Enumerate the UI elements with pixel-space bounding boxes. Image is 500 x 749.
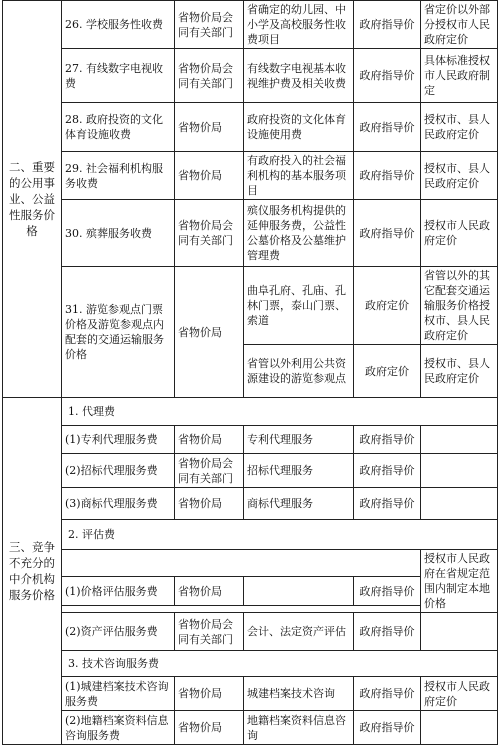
content-cell: 省管以外利用公共资源建设的游览参观点 bbox=[244, 345, 354, 398]
subsection-heading: 3. 技术咨询服务费 bbox=[62, 651, 498, 677]
pricing-form-cell: 政府指导价 bbox=[354, 103, 421, 152]
item-cell: 29. 社会福利机构服务收费 bbox=[62, 152, 175, 200]
table-row bbox=[3, 398, 498, 426]
blank-cell bbox=[62, 606, 421, 613]
content-cell: 政府投资的文化体育设施使用费 bbox=[244, 103, 354, 152]
pricing-form-cell: 政府指导价 bbox=[354, 488, 421, 520]
item-cell: (1)城建档案技术咨询服务费 bbox=[62, 677, 175, 711]
pricing-form-cell: 政府指导价 bbox=[354, 200, 421, 267]
subsection-heading: 1. 代理费 bbox=[62, 398, 498, 426]
content-cell: 商标代理服务 bbox=[244, 488, 354, 520]
content-cell: 专利代理服务 bbox=[244, 426, 354, 454]
table-row bbox=[3, 520, 498, 550]
note-cell: 授权市、县人民政府定价 bbox=[421, 103, 498, 152]
dept-cell: 省物价局 bbox=[175, 711, 244, 745]
category-cell: 二、重要的公用事业、公益性服务价格 bbox=[3, 1, 62, 398]
item-cell: 31. 游览参观点门票价格及游览参观点内配套的交通运输服务价格 bbox=[62, 267, 175, 398]
item-cell: (1)专利代理服务费 bbox=[62, 426, 175, 454]
dept-cell: 省物价局 bbox=[175, 677, 244, 711]
pricing-form-cell: 政府定价 bbox=[354, 267, 421, 345]
table-row bbox=[3, 152, 498, 200]
note-cell: 授权市、县人民政府定价 bbox=[421, 152, 498, 200]
note-cell: 授权市、县人民政府定价 bbox=[421, 345, 498, 398]
table-row bbox=[3, 488, 498, 520]
pricing-form-cell: 政府指导价 bbox=[354, 454, 421, 488]
note-cell: 授权市人民政府在省规定范围内制定本地价格 bbox=[421, 550, 498, 613]
pricing-form-cell: 政府指导价 bbox=[354, 711, 421, 745]
pricing-catalog-table bbox=[2, 0, 498, 745]
item-cell: (1)价格评估服务费 bbox=[62, 577, 175, 606]
pricing-form-cell: 政府指导价 bbox=[354, 426, 421, 454]
content-cell: 招标代理服务 bbox=[244, 454, 354, 488]
pricing-form-cell: 政府指导价 bbox=[354, 152, 421, 200]
table-row bbox=[3, 103, 498, 152]
item-cell: (2)招标代理服务费 bbox=[62, 454, 175, 488]
dept-cell: 省物价局会同有关部门 bbox=[175, 1, 244, 49]
category-cell: 三、竞争不充分的中介机构服务价格 bbox=[3, 398, 62, 745]
note-cell bbox=[421, 426, 498, 454]
table-row bbox=[3, 651, 498, 677]
pricing-form-cell: 政府指导价 bbox=[354, 49, 421, 103]
dept-cell: 省物价局 bbox=[175, 103, 244, 152]
table-row bbox=[3, 267, 498, 345]
content-cell: 有线数字电视基本收视维护费及相关收费 bbox=[244, 49, 354, 103]
dept-cell: 省物价局会同有关部门 bbox=[175, 454, 244, 488]
note-cell bbox=[421, 454, 498, 488]
item-cell: (3)商标代理服务费 bbox=[62, 488, 175, 520]
note-cell: 省定价以外部分授权市人民政府定价 bbox=[421, 1, 498, 49]
content-cell: 城建档案技术咨询 bbox=[244, 677, 354, 711]
blank-cell bbox=[62, 550, 421, 577]
note-cell bbox=[421, 711, 498, 745]
table-row bbox=[3, 200, 498, 267]
content-cell: 地籍档案资料信息咨询 bbox=[244, 711, 354, 745]
dept-cell: 省物价局 bbox=[175, 426, 244, 454]
item-cell: 27. 有线数字电视收费 bbox=[62, 49, 175, 103]
table-row bbox=[3, 49, 498, 103]
pricing-form-cell: 政府指导价 bbox=[354, 677, 421, 711]
content-cell: 会计、法定资产评估 bbox=[244, 613, 354, 651]
pricing-form-cell: 政府指导价 bbox=[354, 577, 421, 606]
table-row bbox=[3, 613, 498, 651]
item-cell: 28. 政府投资的文化体育设施收费 bbox=[62, 103, 175, 152]
content-cell bbox=[244, 577, 354, 606]
item-cell: (2)地籍档案资料信息咨询服务费 bbox=[62, 711, 175, 745]
note-cell: 省管以外的其它配套交通运输服务价格授权市、县人民政府定价 bbox=[421, 267, 498, 345]
note-cell: 具体标准授权市人民政府制定 bbox=[421, 49, 498, 103]
table-row bbox=[3, 454, 498, 488]
content-cell: 有政府投入的社会福利机构的基本服务项目 bbox=[244, 152, 354, 200]
content-cell: 省确定的幼儿园、中小学及高校服务性收费项目 bbox=[244, 1, 354, 49]
dept-cell: 省物价局 bbox=[175, 488, 244, 520]
table-row bbox=[3, 550, 498, 577]
note-cell bbox=[421, 488, 498, 520]
dept-cell: 省物价局会同有关部门 bbox=[175, 49, 244, 103]
item-cell: (2)资产评估服务费 bbox=[62, 613, 175, 651]
table-row bbox=[3, 677, 498, 711]
pricing-form-cell: 政府定价 bbox=[354, 345, 421, 398]
pricing-form-cell: 政府指导价 bbox=[354, 613, 421, 651]
dept-cell: 省物价局 bbox=[175, 152, 244, 200]
table-row bbox=[3, 426, 498, 454]
item-cell: 30. 殡葬服务收费 bbox=[62, 200, 175, 267]
pricing-form-cell: 政府指导价 bbox=[354, 1, 421, 49]
dept-cell: 省物价局会同有关部门 bbox=[175, 200, 244, 267]
dept-cell: 省物价局 bbox=[175, 577, 244, 606]
table-row bbox=[3, 1, 498, 49]
item-cell: 26. 学校服务性收费 bbox=[62, 1, 175, 49]
table-row bbox=[3, 711, 498, 745]
note-cell bbox=[421, 613, 498, 651]
content-cell: 殡仪服务机构提供的延伸服务费，公益性公墓价格及公墓维护管理费 bbox=[244, 200, 354, 267]
note-cell: 授权市人民政府定价 bbox=[421, 677, 498, 711]
note-cell: 授权市人民政府定价 bbox=[421, 200, 498, 267]
content-cell: 曲阜孔府、孔庙、孔林门票，泰山门票、索道 bbox=[244, 267, 354, 345]
dept-cell: 省物价局会同有关部门 bbox=[175, 613, 244, 651]
dept-cell: 省物价局 bbox=[175, 267, 244, 398]
subsection-heading: 2. 评估费 bbox=[62, 520, 498, 550]
